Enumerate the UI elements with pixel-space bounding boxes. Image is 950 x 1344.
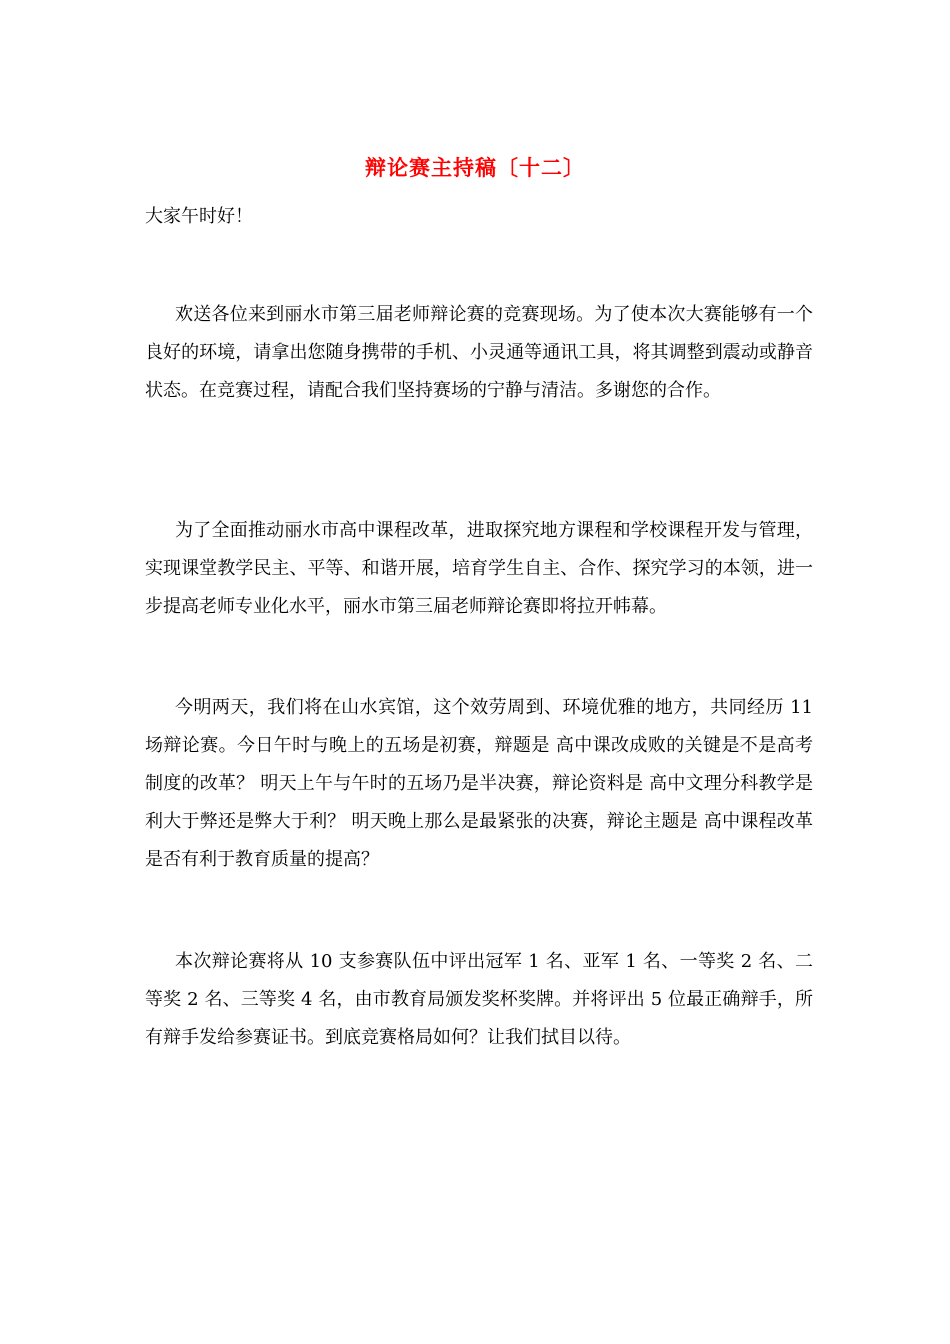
paragraph-purpose: 为了全面推动丽水市高中课程改革，进取探究地方课程和学校课程开发与管理，实现课堂教学民主、平等、和谐开展，培育学生自主、合作、探究学习的本领，进一步提高老师专业化水平，丽水市第三届老师辩论赛即将拉开帏幕。 <box>145 520 813 617</box>
paragraph-schedule: 今明两天，我们将在山水宾馆，这个效劳周到、环境优雅的地方，共同经历 11 场辩论赛。今日午时与晚上的五场是初赛，辩题是 高中课改成败的关键是不是高考制度的改革？ 明天上午与午时的五场乃是半决赛，辩论资料是 高中文理分科教学是利大于弊还是弊大于利？ 明天晚上那么是最紧张的决赛，辩论主题是 高中课程改革是否有利于教育质量的提高？ <box>145 697 813 870</box>
paragraph-awards: 本次辩论赛将从 10 支参赛队伍中评出冠军 1 名、亚军 1 名、一等奖 2 名、二等奖 2 名、三等奖 4 名，由市教育局颁发奖杯奖牌。并将评出 5 位最正确辩手，所有辩手发给参赛证书。到底竞赛格局如何？让我们拭目以待。 <box>145 951 813 1048</box>
document-title: 辩论赛主持稿〔十二〕 <box>365 155 585 180</box>
paragraph-welcome: 欢送各位来到丽水市第三届老师辩论赛的竞赛现场。为了使本次大赛能够有一个良好的环境，请拿出您随身携带的手机、小灵通等通讯工具，将其调整到震动或静音状态。在竞赛过程，请配合我们坚持赛场的宁静与清洁。多谢您的合作。 <box>145 304 813 401</box>
greeting-line: 大家午时好！ <box>145 206 253 227</box>
